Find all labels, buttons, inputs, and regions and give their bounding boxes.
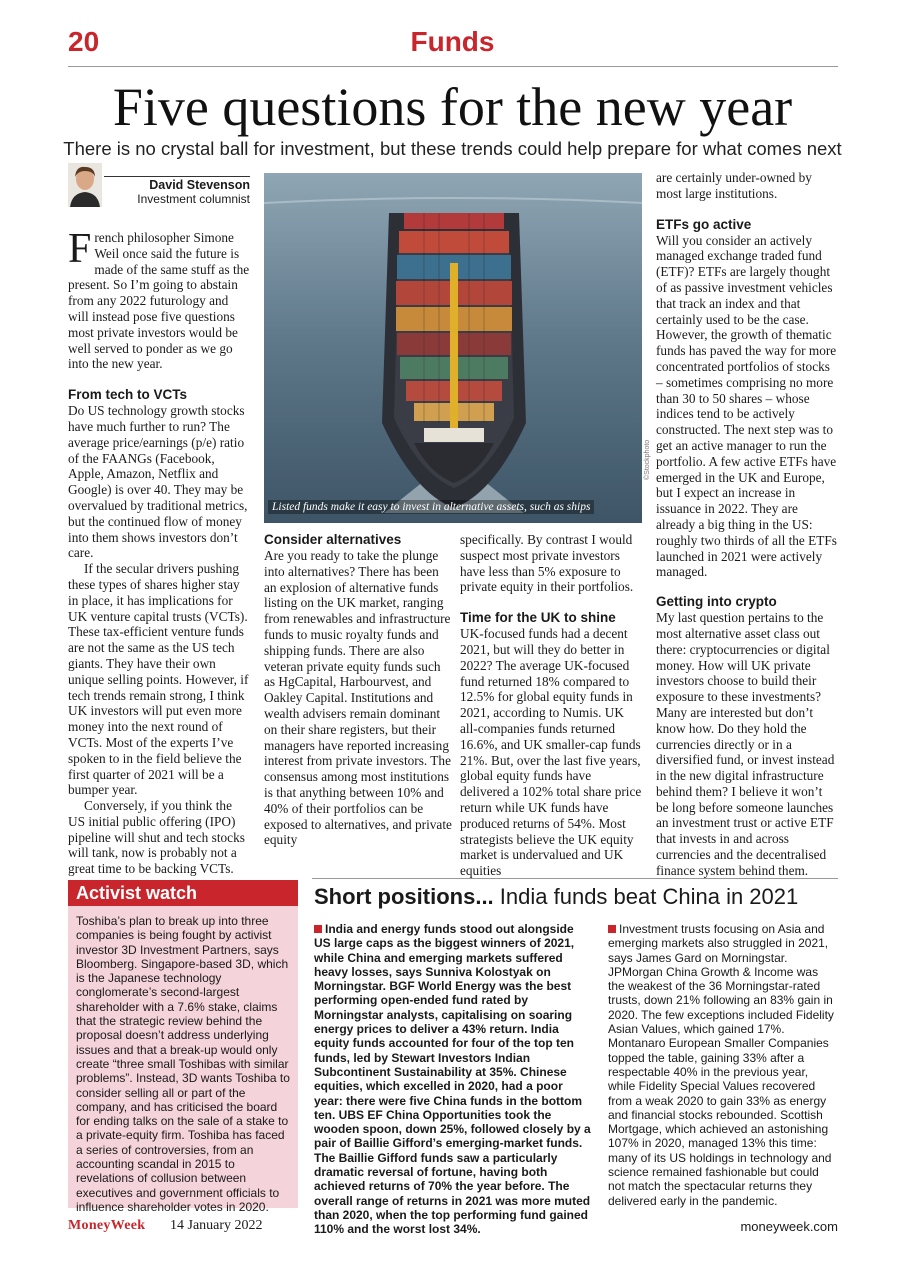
header-rule [68,66,838,67]
author-photo [68,163,102,207]
short-positions-column-2: Investment trusts focusing on Asia and emerging markets also struggled in 2021, says James Gard on Morningstar. JPMorgan China Growth & Income was the weakest of the 36 Morningstar-rated trusts, down 21% following an 83% gain in 2020. The few exceptions included Fidelity Asian Values, which gained 17%. Montanaro European Smaller Companies topped the table, gaining 33% after a respectable 40% in the previous year, while Fidelity Special Values recovered from a weak 2020 to gain 33% as energy and financial stocks rebounded. Scottish Mortgage, which achieved an astonishing 107% in 2020, managed 13% this time: many of its US holdings in technology and science remained fashionable but could not match the spectacular returns they delivered early in the pandemic. [608,922,834,1208]
paragraph: Do US technology growth stocks have much further to run? The average price/earnings (p/e) ratio of the FAANGs (Facebook, Apple, Amazon, Netflix and Google) is over 40. They may be overvalued by traditional metrics, but the continued flow of money into them shows investors don’t care. [68,403,248,561]
paragraph: Will you consider an actively managed exchange traded fund (ETF)? ETFs are largely thought of as passive investment vehicles that track an index and that certainly used to be the case. However, the growth of thematic funds has paved the way for more concentrated portfolios of stocks – sometimes comprising no more than 30 to 50 shares – whose indices tend to be actively constructed. The next step was to get an active manager to run the portfolio. A few active ETFs have emerged in the UK and Europe, but I expect an increase in issuance in 2022. They are already a big thing in the US: roughly two thirds of all the ETFs launched in 2021 were actively managed. [656,232,837,580]
ship-photo [264,173,642,523]
bullet-square-icon [314,925,322,933]
paragraph: If the secular drivers pushing these types of shares higher stay in place, it has implications for UK venture capital trusts (VCTs). These tax-efficient venture funds are not the same as the US tech giants. They have their own unique selling points. However, if tech trends remain strong, I think UK investors will put even more money into the next round of VCTs. Most of the experts I’ve spoken to in the field believe the first quarter of 2021 will be a bumper year. [68,561,249,798]
intro-paragraph: French philosopher Simone Weil once said the future is made of the same stuff as the present. So I’m going to abstain from any 2022 futurology and will instead pose five questions most private investors would be well served to ponder as we go into the new year. [68,226,250,372]
heading-tech-to-vcts: From tech to VCTs [68,387,188,403]
footer-brand-logo: MoneyWeek [68,1218,146,1233]
image-credit: ©Stockphoto [644,439,651,480]
article-column-2 [264,532,452,848]
footer-date: 14 January 2022 [170,1218,263,1233]
paragraph: Conversely, if you think the US initial public offering (IPO) pipeline will shut and tech stocks will tank, now is probably not a great time to be backing VCTs. [68,798,245,877]
paragraph: are certainly under-owned by most large institutions. [656,170,812,201]
author-role: Investment columnist [137,192,250,206]
image-caption: Listed funds make it easy to invest in alternative assets, such as ships [268,500,594,514]
headline: Five questions for the new year [112,77,793,137]
article-column-1 [68,226,250,877]
page-number: 20 [68,26,100,57]
bullet-square-icon [608,925,616,933]
author-rule [104,176,250,177]
section-title: Funds [410,26,495,57]
footer-url: moneyweek.com [740,1219,838,1234]
paragraph: specifically. By contrast I would suspect most private investors have less than 5% exposure to private equity in their portfolios. [460,532,634,595]
paragraph: UK-focused funds had a decent 2021, but will they do better in 2022? The average UK-focused fund returned 18% compared to 12.5% for global equity funds in 2021, according to Numis. UK all-companies funds returned 16.6%, and UK smaller-cap funds 21%. But, over the last five years, global equity funds have delivered a 102% total share price return while UK funds have produced returns of 54%. Most strategists believe the UK equity market is undervalued and UK equities [460,626,642,879]
paragraph: Are you ready to take the plunge into alternatives? There has been an explosion of alternative funds listing on the UK market, ranging from renewables and infrastructure funds to music royalty funds and shipping funds. There are also veteran private equity funds such as HgCapital, Harbourvest, and Oakley Capital. Institutions and wealth advisers remain dominant on their share registers, but their managers have reported increasing interest from private investors. The consensus among most institutions is that anything between 10% and 40% of their portfolios can be exposed to alternatives, and private equity [264,548,452,848]
activist-watch-body: Toshiba’s plan to break up into three companies is being fought by activist investor 3D Investment Partners, says Bloomberg. Singapore-based 3D, which is the Japanese technology conglomerate’s second-largest shareholder with a 7.6% stake, claims that the strategic review behind the proposal doesn’t address underlying issues and that a break-up would only create “three small Toshibas with similar problems”. Instead, 3D wants Toshiba to consider selling all or part of the company, and has criticised the board for ending talks on the sale of a stake to a private-equity firm. Toshiba has faced a series of controversies, from an accounting scandal in 2015 to revelations of collusion between executives and government officials to influence shareholder votes in 2020. [76,914,290,1214]
heading-uk-to-shine: Time for the UK to shine [460,610,616,626]
activist-watch-title: Activist watch [68,880,298,906]
heading-etfs-go-active: ETFs go active [656,216,752,232]
heading-getting-into-crypto: Getting into crypto [656,594,777,610]
standfirst: There is no crystal ball for investment, but these trends could help prepare for what comes next [63,138,842,159]
short-positions-rule [312,878,838,879]
drop-cap: F [68,226,92,272]
author-name: David Stevenson [149,178,250,192]
article-column-4 [656,170,838,879]
paragraph: My last question pertains to the most alternative asset class out there: cryptocurrencies or digital money. How will UK private investors choose to build their exposure to these investments? Many are interested but don’t know how. Do they hold the currencies directly or in a diversified fund, or invest instead in the new digital infrastructure behind them? I believe it won’t be long before someone launches an investment trust or active ETF that invests in and across currencies and the decentralised finance system behind them. [656,610,835,878]
short-positions-title: Short positions... India funds beat China in 2021 [314,884,799,909]
short-positions-column-1: India and energy funds stood out alongside US large caps as the biggest winners of 2021, while China and emerging markets suffered heavy losses, says Sunniva Kolostyak on Morningstar. BGF World Energy was the best performing open-ended fund rated by Morningstar analysts, capitalising on soaring energy prices to deliver a 43% return. India equity funds accounted for four of the top ten funds, led by Stewart Investors Indian Subcontinent Sustainability at 35%. Chinese equities, which excelled in 2020, had a poor year: there were five China funds in the bottom ten. UBS EF China Opportunities took the wooden spoon, down 25%, followed closely by a pair of Baillie Gifford’s emerging-market funds. The Baillie Gifford funds saw a particularly dramatic reversal of fortune, having both achieved returns of 70% the year before. The overall range of returns in 2021 was more muted than 2020, when the top performing fund gained 110% and the worst lost 34%. [314,922,591,1237]
heading-consider-alternatives: Consider alternatives [264,532,402,547]
article-column-3 [460,532,642,879]
